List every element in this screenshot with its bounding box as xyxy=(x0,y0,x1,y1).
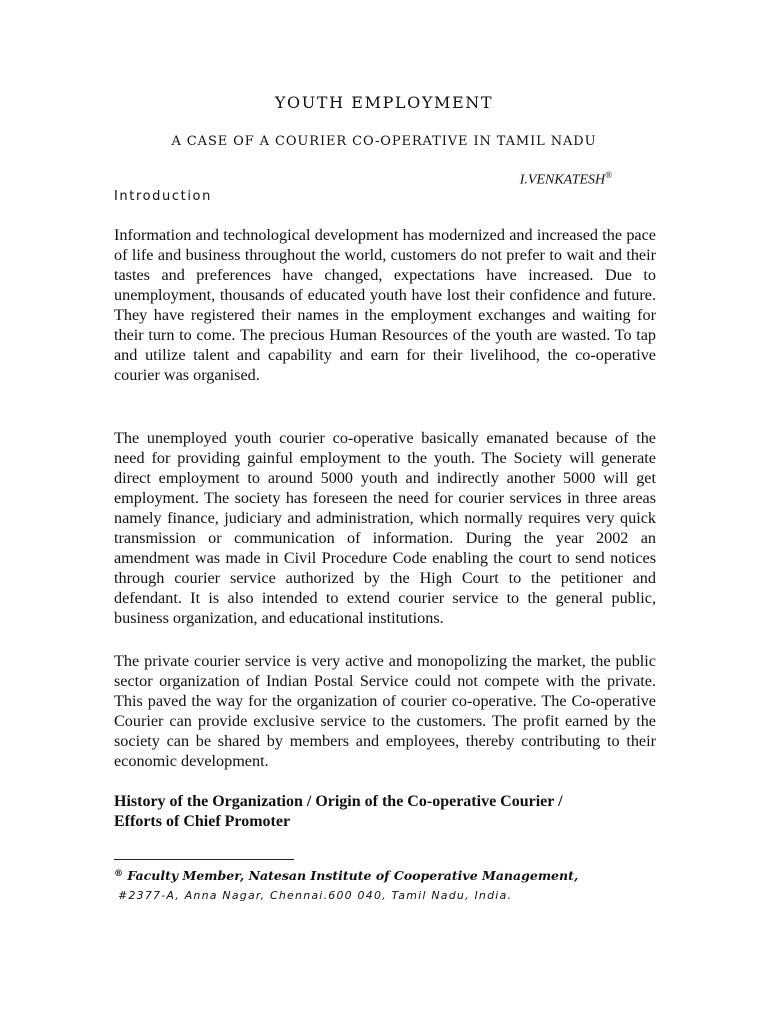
footnote-divider xyxy=(114,859,294,860)
document-subtitle: A CASE OF A COURIER CO-OPERATIVE IN TAMIL NADU xyxy=(171,134,597,149)
author-line xyxy=(520,170,612,189)
document-title: YOUTH EMPLOYMENT xyxy=(274,93,494,112)
author-mark: ® xyxy=(605,170,612,180)
history-heading xyxy=(114,792,674,832)
history-heading-line-1: History of the Organization / Origin of the Co-operative Courier / xyxy=(114,793,563,810)
footnote-address: #2377-A, Anna Nagar, Chennai.600 040, Tamil Nadu, India. xyxy=(118,889,513,902)
history-heading-line-2: Efforts of Chief Promoter xyxy=(114,813,291,830)
author-name: I.VENKATESH xyxy=(519,172,606,188)
footnote-mark: ® xyxy=(114,869,123,879)
paragraph-2: The unemployed youth courier co-operative basically emanated because of the need for providing gainful employment to the youth. The Society will generate direct employment to around 5000 youth and indirectly another 5000 will get employment. The society has foreseen the need for courier services in three areas namely finance, judiciary and administration, which normally requires very quick transmission or communication of information. During the year 2002 an amendment was made in Civil Procedure Code enabling the court to send notices through courier service authorized by the High Court to the petitioner and defendant. It is also intended to extend courier service to the general public, business organization, and educational institutions. xyxy=(114,429,656,627)
paragraph-3: The private courier service is very active and monopolizing the market, the public sector organization of Indian Postal Service could not compete with the private. This paved the way for the organization of courier co-operative. The Co-operative Courier can provide exclusive service to the customers. The profit earned by the society can be shared by members and employees, thereby contributing to their economic development. xyxy=(114,652,656,770)
section-heading-introduction: Introduction xyxy=(114,189,212,204)
footnote-affiliation-text: Faculty Member, Natesan Institute of Cooperative Management, xyxy=(127,868,579,883)
paragraph-1: Information and technological development has modernized and increased the pace of life and business throughout the world, customers do not prefer to wait and their tastes and preferences have changed, expectations have increased. Due to unemployment, thousands of educated youth have lost their confidence and future. They have registered their names in the employment exchanges and waiting for their turn to come. The precious Human Resources of the youth are wasted. To tap and utilize talent and capability and earn for their livelihood, the co-operative courier was organised. xyxy=(114,226,656,384)
footnote-affiliation xyxy=(114,868,578,883)
